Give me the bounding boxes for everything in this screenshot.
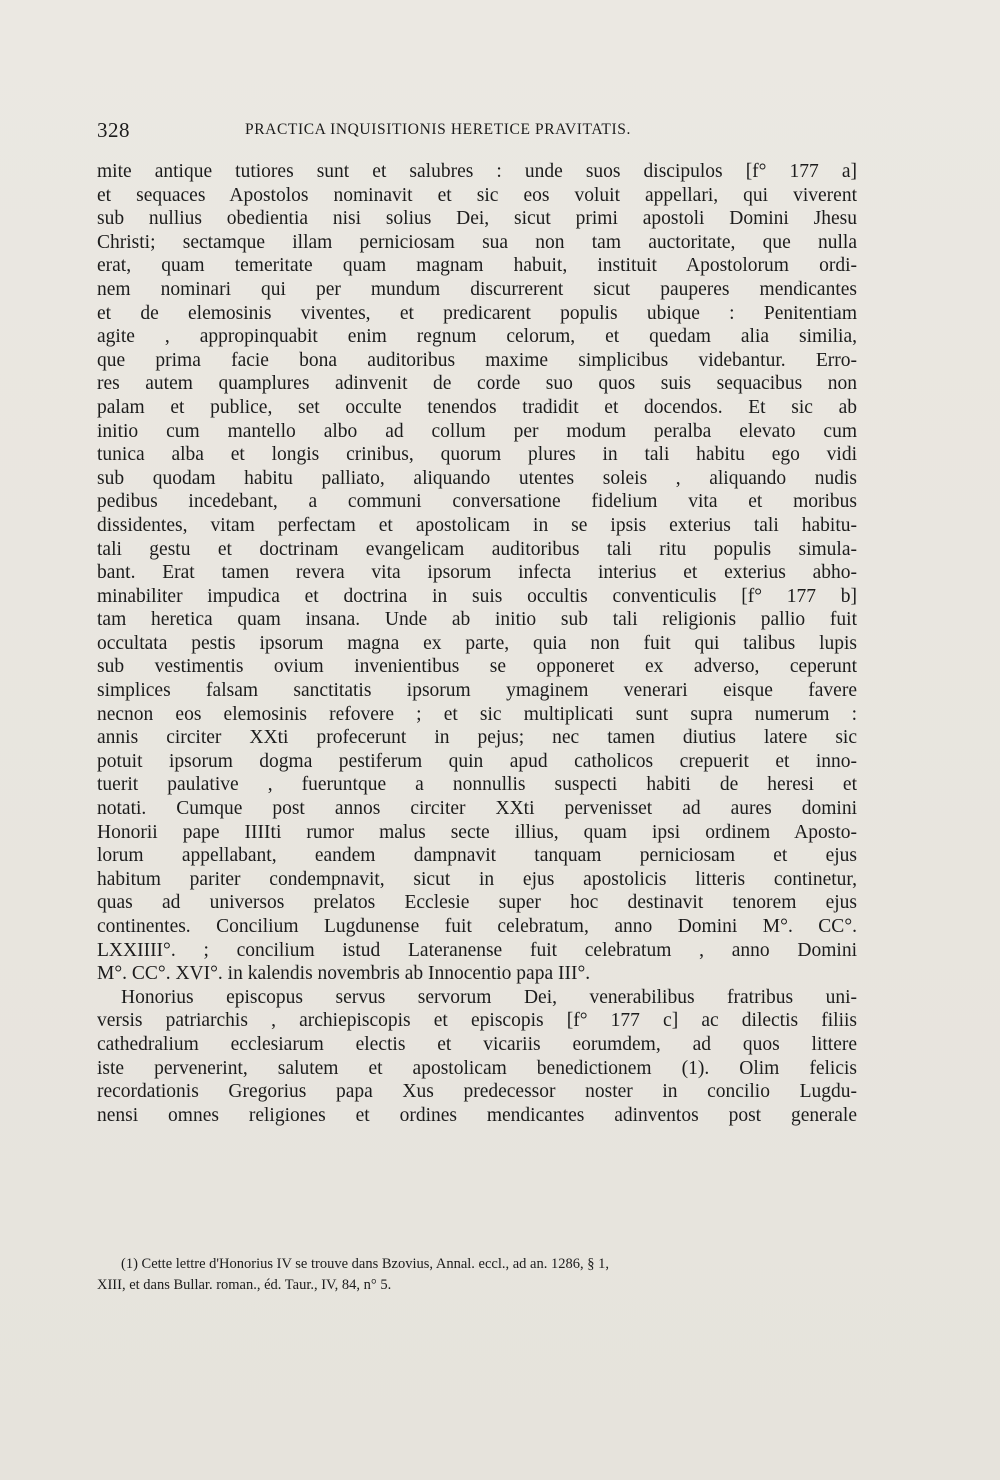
footnote-line: (1) Cette lettre d'Honorius IV se trouve dans Bzovius, Annal. eccl., ad an. 1286, § 1, [121,1256,609,1272]
text-line: Honorius episcopus servus servorum Dei, venerabilibus fratribus uni- [121,986,857,1008]
text-line: et de elemosinis viventes, et predicarent populis ubique : Penitentiam [97,302,857,324]
text-line: dissidentes, vitam perfectam et apostolicam in se ipsis exterius tali habitu- [97,514,857,536]
text-line: pedibus incedebant, a communi conversatione fidelium vita et moribus [97,491,857,513]
text-line: tunica alba et longis crinibus, quorum plures in tali habitu ego vidi [97,444,857,466]
text-line: continentes. Concilium Lugdunense fuit celebratum, anno Domini M°. CC°. [97,916,857,937]
text-line: Christi; sectamque illam perniciosam sua non tam auctoritate, que nulla [97,231,857,253]
text-line: sub nullius obedientia nisi solius Dei, sicut primi apostoli Domini Jhesu [97,208,857,230]
text-line: lorum appellabant, eandem dampnavit tanquam perniciosam et ejus [97,845,857,867]
text-line: quas ad universos prelatos Ecclesie super hoc destinavit tenorem ejus [97,892,857,914]
footnotes [97,1254,857,1296]
text-line: initio cum mantello albo ad collum per modum peralba elevato cum [97,420,857,442]
footnote-line: XIII, et dans Bullar. roman., éd. Taur., IV, 84, n° 5. [97,1277,392,1293]
page-header [97,118,860,146]
text-line: nensi omnes religiones et ordines mendicantes adinventos post generale [97,1104,857,1126]
text-line: tali gestu et doctrinam evangelicam auditoribus tali ritu populis simula- [97,538,857,560]
text-line: necnon eos elemosinis refovere ; et sic multiplicati sunt supra numerum : [97,703,857,725]
text-line: bant. Erat tamen revera vita ipsorum infecta interius et exterius abho- [97,562,857,584]
running-head: PRACTICA INQUISITIONIS HERETICE PRAVITATIS. [245,121,631,138]
text-line: Honorii pape IIIIti rumor malus secte illius, quam ipsi ordinem Aposto- [97,821,857,843]
text-line: annis circiter XXti profecerunt in pejus; nec tamen diutius latere sic [97,727,857,749]
text-line: cathedralium ecclesiarum electis et vicariis eorumdem, ad quos littere [97,1033,857,1055]
text-line: res autem quamplures adinvenit de corde suo quos suis sequacibus non [97,373,857,395]
text-line: agite , appropinquabit enim regnum celorum, et quedam alia similia, [97,326,857,348]
text-line: erat, quam temeritate quam magnam habuit, instituit Apostolorum ordi- [97,255,857,277]
text-line: simplices falsam sanctitatis ipsorum ymaginem venerari eisque favere [97,680,857,702]
text-line: M°. CC°. XVI°. in kalendis novembris ab Innocentio papa III°. [97,963,591,985]
text-line: nem nominari qui per mundum discurrerent sicut pauperes mendicantes [97,278,857,300]
body-text [97,160,857,1127]
text-line: versis patriarchis , archiepiscopis et episcopis [f° 177 c] ac dilectis filiis [97,1010,857,1032]
text-line: recordationis Gregorius papa Xus predecessor noster in concilio Lugdu- [97,1081,857,1103]
text-line: LXXIIII°. ; concilium istud Lateranense fuit celebratum , anno Domini [97,939,857,961]
text-line: habitum pariter condempnavit, sicut in ejus apostolicis litteris continetur, [97,868,857,890]
text-line: tuerit paulative , fueruntque a nonnullis suspecti habiti de heresi et [97,774,857,796]
text-line: palam et publice, set occulte tenendos tradidit et docendos. Et sic ab [97,396,857,418]
text-line: sub vestimentis ovium invenientibus se opponeret ex adverso, ceperunt [97,656,857,678]
text-line: occultata pestis ipsorum magna ex parte, quia non fuit qui talibus lupis [97,632,857,654]
text-line: et sequaces Apostolos nominavit et sic eos voluit appellari, qui viverent [97,184,857,206]
text-line: sub quodam habitu palliato, aliquando utentes soleis , aliquando nudis [97,467,857,489]
text-line: notati. Cumque post annos circiter XXti pervenisset ad aures domini [97,798,857,820]
text-line: que prima facie bona auditoribus maxime simplicibus videbantur. Erro- [97,349,857,371]
text-line: mite antique tutiores sunt et salubres : unde suos discipulos [f° 177 a] [97,161,857,182]
text-line: minabiliter impudica et doctrina in suis occultis conventiculis [f° 177 b] [97,585,857,607]
text-line: potuit ipsorum dogma pestiferum quin apud catholicos crepuerit et inno- [97,750,857,772]
text-line: tam heretica quam insana. Unde ab initio sub tali religionis pallio fuit [97,609,857,631]
page-number: 328 [97,118,130,142]
text-line: iste pervenerint, salutem et apostolicam benedictionem (1). Olim felicis [97,1057,857,1079]
